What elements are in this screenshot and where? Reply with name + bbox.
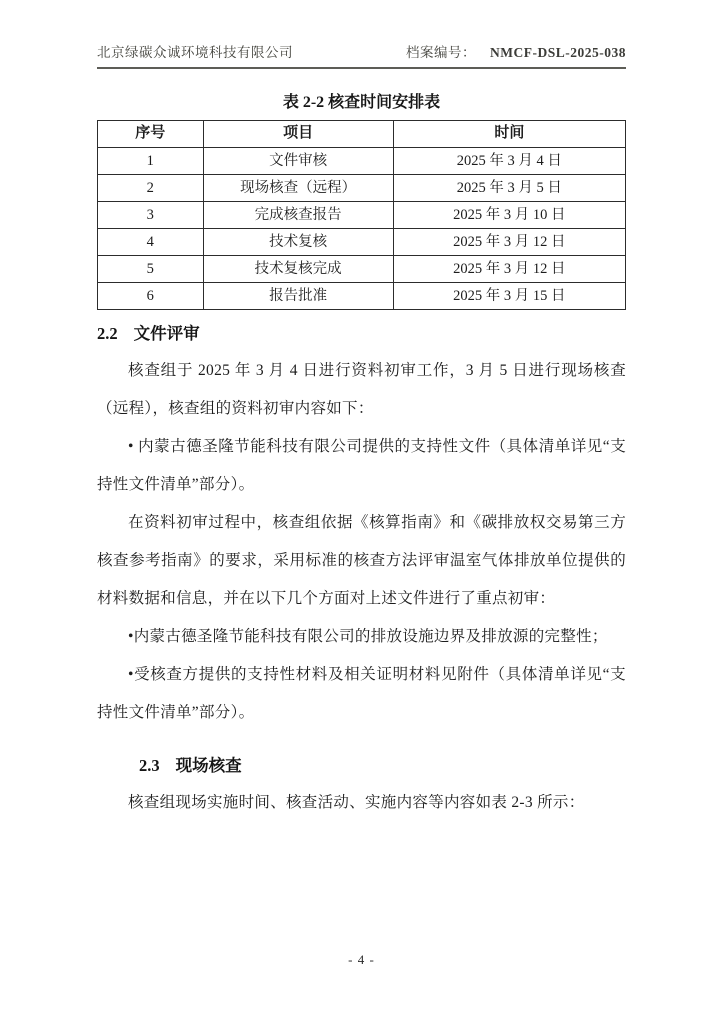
schedule-table bbox=[97, 120, 626, 310]
row-index-cell: 5 bbox=[98, 256, 204, 283]
table-row bbox=[98, 229, 626, 256]
archive-number-block bbox=[406, 44, 626, 62]
table-row bbox=[98, 256, 626, 283]
section-2-2-paragraph-2: 在资料初审过程中，核查组依据《核算指南》和《碳排放权交易第三方核查参考指南》的要求，采用标准的核查方法评审温室气体排放单位提供的材料数据和信息，并在以下几个方面对上述文件进行了重点初审： bbox=[97, 514, 626, 607]
row-index-cell: 2 bbox=[98, 175, 204, 202]
section-2-2-paragraph-1: 核查组于 2025 年 3 月 4 日进行资料初审工作，3 月 5 日进行现场核查（远程），核查组的资料初审内容如下： bbox=[97, 362, 626, 417]
row-index-cell: 4 bbox=[98, 229, 204, 256]
column-header-time: 时间 bbox=[393, 121, 625, 148]
row-item-cell: 报告批准 bbox=[203, 283, 393, 310]
section-2-3-heading bbox=[139, 748, 626, 784]
section-2-3-paragraph-1: 核查组现场实施时间、核查活动、实施内容等内容如表 2-3 所示： bbox=[128, 794, 585, 811]
table-header-row bbox=[98, 121, 626, 148]
page-number: - 4 - bbox=[348, 952, 375, 967]
section-2-3-number: 2.3 bbox=[139, 756, 160, 775]
table-row bbox=[98, 175, 626, 202]
row-item-cell: 现场核查（远程） bbox=[203, 175, 393, 202]
row-time-cell: 2025 年 3 月 10 日 bbox=[393, 202, 625, 229]
row-time-cell: 2025 年 3 月 15 日 bbox=[393, 283, 625, 310]
section-2-2-bullet-1: • 内蒙古德圣隆节能科技有限公司提供的支持性文件（具体清单详见“支持性文件清单”部分）。 bbox=[97, 438, 626, 493]
row-item-cell: 文件审核 bbox=[203, 148, 393, 175]
column-header-item: 项目 bbox=[203, 121, 393, 148]
table-row bbox=[98, 283, 626, 310]
schedule-table-body bbox=[98, 148, 626, 310]
section-2-2-title: 文件评审 bbox=[133, 324, 200, 343]
row-time-cell: 2025 年 3 月 5 日 bbox=[393, 175, 625, 202]
section-2-2-bullet-3: •受核查方提供的支持性材料及相关证明材料见附件（具体清单详见“支持性文件清单”部分）。 bbox=[97, 666, 626, 721]
row-time-cell: 2025 年 3 月 12 日 bbox=[393, 229, 625, 256]
row-index-cell: 6 bbox=[98, 283, 204, 310]
table-row bbox=[98, 202, 626, 229]
archive-number-value: NMCF-DSL-2025-038 bbox=[490, 45, 626, 60]
section-2-2-bullet-2: •内蒙古德圣隆节能科技有限公司的排放设施边界及排放源的完整性； bbox=[128, 628, 608, 645]
row-item-cell: 完成核查报告 bbox=[203, 202, 393, 229]
archive-number-label: 档案编号： bbox=[406, 45, 476, 60]
section-2-2-heading bbox=[97, 316, 626, 352]
row-index-cell: 3 bbox=[98, 202, 204, 229]
row-time-cell: 2025 年 3 月 4 日 bbox=[393, 148, 625, 175]
row-time-cell: 2025 年 3 月 12 日 bbox=[393, 256, 625, 283]
row-item-cell: 技术复核完成 bbox=[203, 256, 393, 283]
section-2-3-title: 现场核查 bbox=[175, 756, 242, 775]
row-index-cell: 1 bbox=[98, 148, 204, 175]
table-row bbox=[98, 148, 626, 175]
company-name: 北京绿碳众诚环境科技有限公司 bbox=[97, 45, 293, 60]
column-header-index: 序号 bbox=[98, 121, 204, 148]
section-2-2-number: 2.2 bbox=[97, 324, 118, 343]
table-2-2-title: 表 2-2 核查时间安排表 bbox=[282, 94, 441, 111]
page-content bbox=[0, 44, 723, 822]
row-item-cell: 技术复核 bbox=[203, 229, 393, 256]
document-header bbox=[97, 44, 626, 69]
